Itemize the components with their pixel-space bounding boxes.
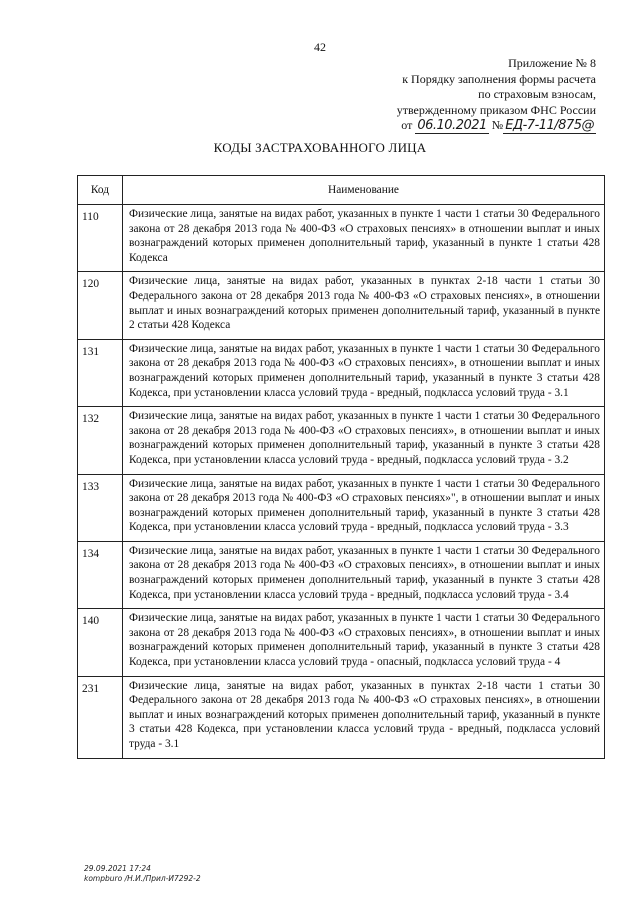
header-code: Код bbox=[78, 176, 123, 205]
row-name: Физические лица, занятые на видах работ, указанных в пункте 1 части 1 статьи 30 Федерального закона от 28 декабря 2013 года № 400-ФЗ «О страховых пенсиях»", в отношении выплат и иных вознаграждений которых применен дополнительный тариф, указанный в пункте 3 статьи 428 Кодекса, при установлении класса условий труда - вредный, подкласса условий труда - 3.3 bbox=[123, 474, 605, 541]
table-row bbox=[78, 609, 605, 676]
table-header-row bbox=[78, 176, 605, 205]
header-name: Наименование bbox=[123, 176, 605, 205]
appendix-line-4: утвержденному приказом ФНС России bbox=[396, 102, 596, 117]
handwritten-number: ЕД-7-11/875@ bbox=[505, 118, 594, 133]
table-row bbox=[78, 407, 605, 474]
footer-author: kompburo /Н.И./Прил-И7292-2 bbox=[84, 874, 201, 883]
row-name: Физические лица, занятые на видах работ, указанных в пункте 1 части 1 статьи 30 Федерального закона от 28 декабря 2013 года № 400-ФЗ «О страховых пенсиях», в отношении выплат и иных вознаграждений которых применен дополнительный тариф, указанный в пункте 3 статьи 428 Кодекса, при установлении класса условий труда - вредный, подкласса условий труда - 3.4 bbox=[123, 541, 605, 608]
number-label: № bbox=[491, 118, 504, 132]
table-row bbox=[78, 676, 605, 758]
table-row bbox=[78, 541, 605, 608]
table-row bbox=[78, 474, 605, 541]
order-date-number bbox=[397, 118, 596, 134]
appendix-line-2: к Порядку заполнения формы расчета bbox=[402, 71, 596, 86]
row-name: Физические лица, занятые на видах работ, указанных в пункте 1 части 1 статьи 30 Федерального закона от 28 декабря 2013 года № 400-ФЗ «О страховых пенсиях», в отношении выплат и иных вознаграждений которых применен дополнительный тариф, указанный в пункте 3 статьи 428 Кодекса, при установлении класса условий труда - опасный, подкласса условий труда - 4 bbox=[123, 609, 605, 676]
footer-timestamp: 29.09.2021 17:24 bbox=[84, 864, 151, 873]
row-code: 133 bbox=[78, 474, 123, 541]
table-row bbox=[78, 272, 605, 339]
codes-table bbox=[77, 175, 605, 759]
appendix-line-3: по страховым взносам, bbox=[478, 87, 596, 101]
page-number: 42 bbox=[314, 40, 326, 54]
row-name: Физические лица, занятые на видах работ, указанных в пунктах 2-18 части 1 статьи 30 Федерального закона от 28 декабря 2013 года № 400-ФЗ «О страховых пенсиях», в отношении выплат и иных вознаграждений которых применен дополнительный тариф, указанный в пункте 3 статьи 428 Кодекса, при установлении класса условий труда - вредный, подкласса условий труда - 3.1 bbox=[123, 676, 605, 758]
from-label: от bbox=[401, 118, 413, 132]
row-code: 120 bbox=[78, 272, 123, 339]
row-code: 110 bbox=[78, 205, 123, 272]
row-name: Физические лица, занятые на видах работ, указанных в пункте 1 части 1 статьи 30 Федерального закона от 28 декабря 2013 года № 400-ФЗ «О страховых пенсиях» в отношении выплат и иных вознаграждений которых применен дополнительный тариф, указанный в пункте 1 статьи 428 Кодекса bbox=[123, 205, 605, 272]
footer-stamp bbox=[84, 864, 201, 884]
table-row bbox=[78, 339, 605, 406]
table-row bbox=[78, 205, 605, 272]
appendix-header bbox=[397, 56, 596, 134]
row-code: 134 bbox=[78, 541, 123, 608]
row-code: 231 bbox=[78, 676, 123, 758]
row-code: 140 bbox=[78, 609, 123, 676]
handwritten-date: 06.10.2021 bbox=[417, 118, 487, 133]
document-title: КОДЫ ЗАСТРАХОВАННОГО ЛИЦА bbox=[213, 140, 427, 155]
row-name: Физические лица, занятые на видах работ, указанных в пунктах 2-18 части 1 статьи 30 Федерального закона от 28 декабря 2013 года № 400-ФЗ «О страховых пенсиях», в отношении выплат и иных вознаграждений которых применен дополнительный тариф, указанный в пункте 2 статьи 428 Кодекса bbox=[123, 272, 605, 339]
row-name: Физические лица, занятые на видах работ, указанных в пункте 1 части 1 статьи 30 Федерального закона от 28 декабря 2013 года № 400-ФЗ «О страховых пенсиях», в отношении выплат и иных вознаграждений которых применен дополнительный тариф, указанный в пункте 3 статьи 428 Кодекса, при установлении класса условий труда - вредный, подкласса условий труда - 3.2 bbox=[123, 407, 605, 474]
row-code: 131 bbox=[78, 339, 123, 406]
row-code: 132 bbox=[78, 407, 123, 474]
appendix-line-1: Приложение № 8 bbox=[508, 56, 596, 70]
row-name: Физические лица, занятые на видах работ, указанных в пункте 1 части 1 статьи 30 Федерального закона от 28 декабря 2013 года № 400-ФЗ «О страховых пенсиях», в отношении выплат и иных вознаграждений которых применен дополнительный тариф, указанный в пункте 3 статьи 428 Кодекса, при установлении класса условий труда - вредный, подкласса условий труда - 3.1 bbox=[123, 339, 605, 406]
